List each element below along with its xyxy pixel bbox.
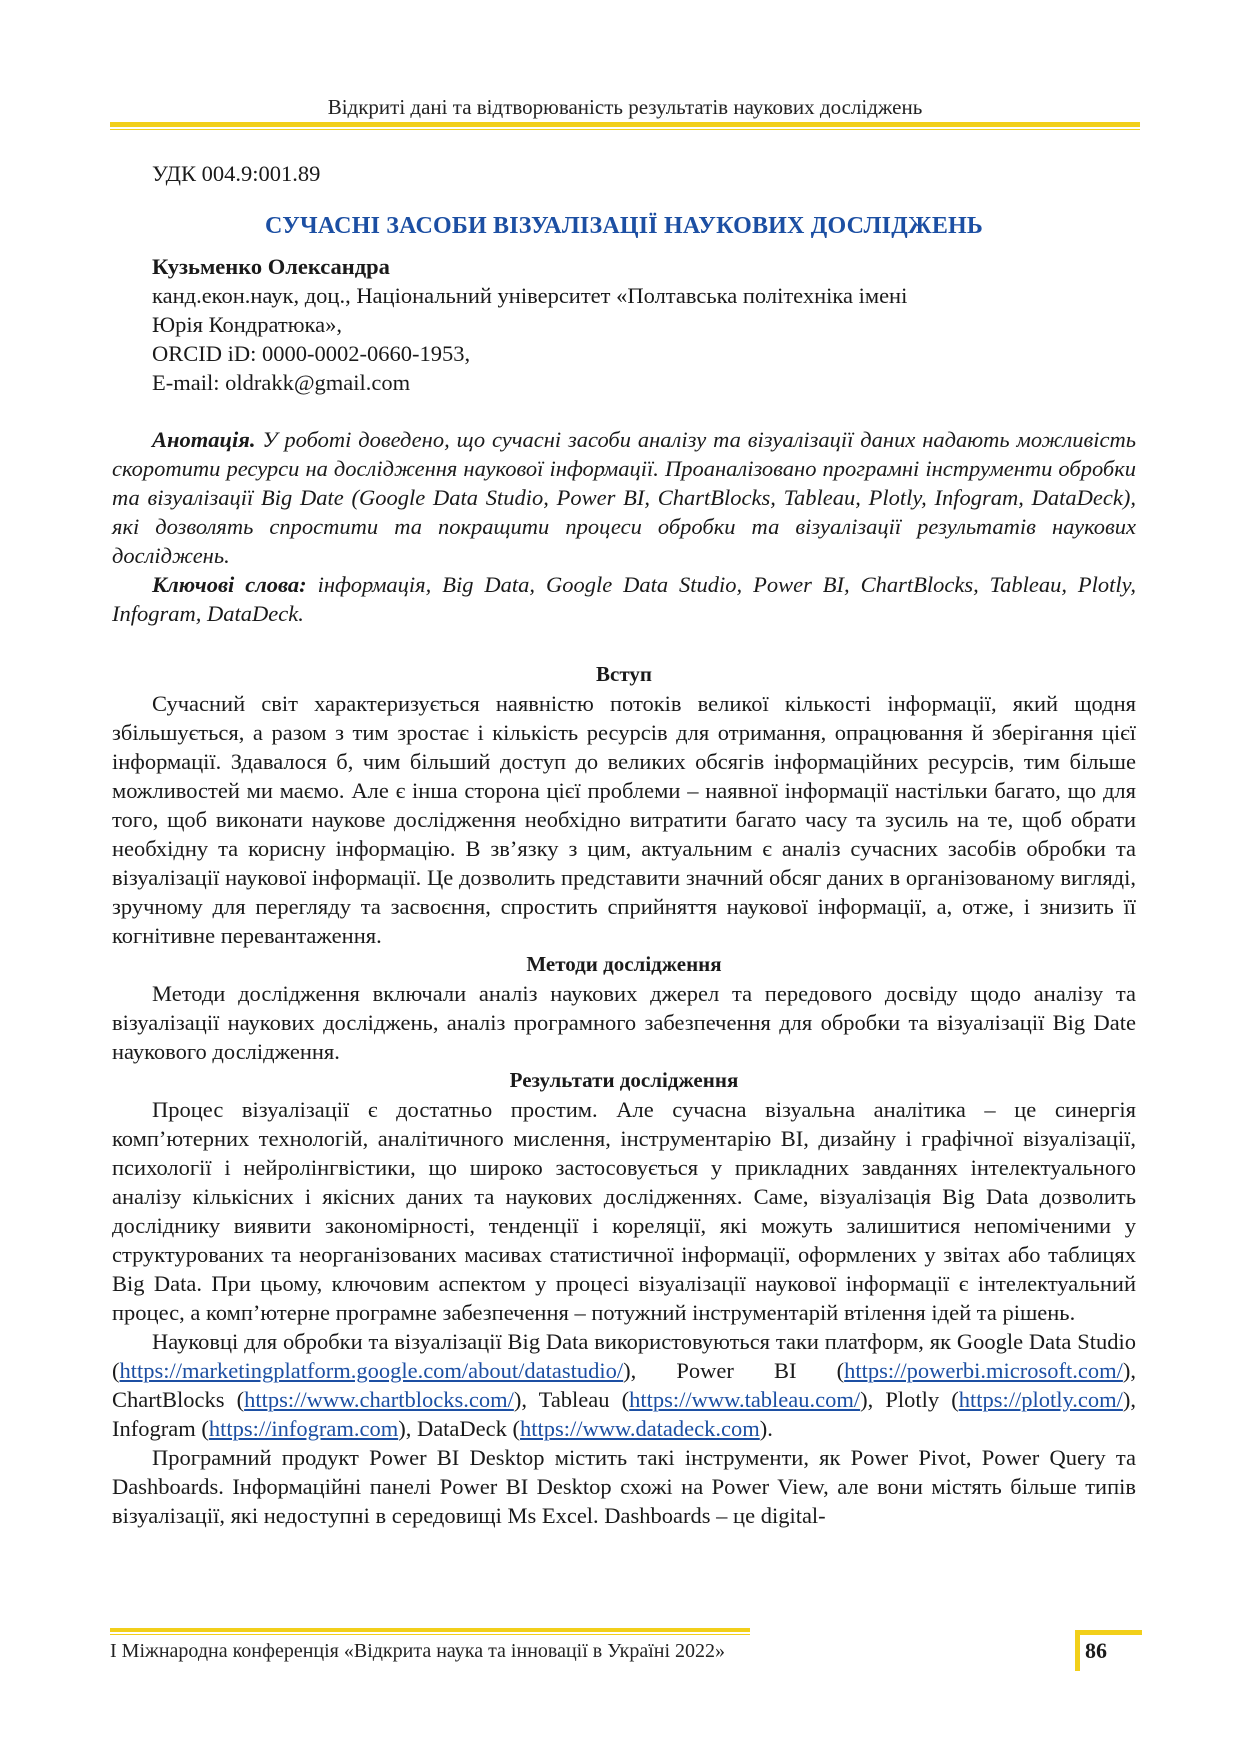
link-plotly[interactable]: https://plotly.com/ [958, 1387, 1123, 1412]
footer-conference: І Міжнародна конференція «Відкрита наука та інновації в Україні 2022» [110, 1640, 726, 1662]
abstract [112, 425, 1136, 628]
abstract-text: У роботі доведено, що сучасні засоби аналізу та візуалізації даних надають можливість скоротити ресурси на дослідження наукової інформації. Проаналізовано програмні інструменти обробки та візуалізації Big Date (Google Data Studio, Power BI, ChartBlocks, Tableau, Plotly, Infogram, DataDeck), які дозволять спростити та покращити процеси обробки та візуалізації результатів наукових досліджень. [112, 427, 1136, 568]
intro-paragraph: Сучасний світ характеризується наявністю потоків великої кількості інформації, який щодня збільшується, а разом з тим зростає і кількість ресурсів для отримання, опрацювання й зберігання цієї інформації. Здавалося б, чим більший доступ до великих обсягів інформаційних ресурсів, тим більше можливостей ми маємо. Але є інша сторона цієї проблеми – наявної інформації настільки багато, що для того, щоб виконати наукове дослідження необхідно витратити багато часу та зусиль на те, щоб обрати необхідну та корисну інформацію. В зв’язку з цим, актуальним є аналіз сучасних засобів обробки та візуалізації наукової інформації. Це дозволить представити значний обсяг даних в організованому вигляді, зручному для перегляду та засвоєння, спростить сприйняття наукової інформації, а, отже, і знизить її когнітивне перевантаження. [112, 691, 1136, 948]
results-paragraph-2 [112, 1327, 1136, 1443]
text-run: ), Power BI ( [623, 1358, 845, 1383]
keywords-text: інформація, Big Data, Google Data Studio, Power BI, ChartBlocks, Tableau, Plotly, Infogram, DataDeck. [112, 572, 1137, 626]
results-heading: Результати дослідження [509, 1068, 739, 1092]
udk-code: УДК 004.9:001.89 [152, 161, 321, 186]
intro-heading: Вступ [596, 662, 652, 686]
methods-heading: Методи дослідження [526, 952, 722, 976]
keywords-paragraph [112, 570, 1136, 628]
methods-paragraph: Методи дослідження включали аналіз наукових джерел та передового досвіду щодо аналізу та візуалізації наукових досліджень, аналіз програмного забезпечення для обробки та візуалізації Big Date наукового дослідження. [112, 981, 1136, 1064]
text-run: ), Tableau ( [513, 1387, 630, 1412]
link-datadeck[interactable]: https://www.datadeck.com [520, 1416, 760, 1441]
author-orcid: ORCID iD: 0000-0002-0660-1953, [152, 341, 471, 366]
author-block [152, 252, 1136, 397]
article-title: СУЧАСНІ ЗАСОБИ ВІЗУАЛІЗАЦІЇ НАУКОВИХ ДОСЛІДЖЕНЬ [264, 213, 983, 239]
text-run: ), DataDeck ( [398, 1416, 521, 1441]
results-paragraph-1: Процес візуалізації є достатньо простим. Але сучасна візуальна аналітика – це синергія комп’ютерних технологій, аналітичного мислення, інструментарію BI, дизайну і графічної візуалізації, психології і нейролінгвістики, що широко застосовується у прикладних завданнях інтелектуального аналізу кількісних і якісних даних та наукових дослідженнях. Саме, візуалізація Big Data дозволить досліднику виявити закономірності, тенденції і кореляції, які можуть залишитися непоміченими у структурованих та неорганізованих масивах статистичної інформації, оформлених у звітах або таблицях Big Data. При цьому, ключовим аспектом у процесі візуалізації наукової інформації є інтелектуальний процес, а комп’ютерне програмне забезпечення – потужний інструментарій втілення ідей та рішень. [112, 1097, 1136, 1325]
text-run: Науковці для обробки та візуалізації Big Data використовуються таки платформ, як Google Data Studio ( [112, 1329, 1136, 1383]
footer-rule [110, 1628, 750, 1632]
text-run: ), Plotly ( [860, 1387, 959, 1412]
footer-rule-thin [110, 1634, 750, 1635]
header-rule [110, 122, 1140, 127]
article-body [112, 158, 1136, 1530]
author-affiliation-cont: Юрія Кондратюка», [152, 312, 342, 337]
keywords-label: Ключові слова: [152, 572, 307, 597]
author-name: Кузьменко Олександра [152, 254, 390, 279]
author-email: E-mail: oldrakk@gmail.com [152, 370, 411, 395]
results-paragraph-3: Програмний продукт Power BI Desktop містить такі інструменти, як Power Pivot, Power Query та Dashboards. Інформаційні панелі Power BI Desktop схожі на Power View, але вони містять більше типів візуалізації, які недоступні в середовищі Ms Excel. Dashboards – це digital- [112, 1445, 1136, 1528]
abstract-paragraph [112, 425, 1136, 570]
running-header: Відкриті дані та відтворюваність результатів наукових досліджень [327, 95, 923, 119]
text-run: ), ChartBlocks ( [112, 1358, 1136, 1412]
header-rule-thin [110, 129, 1140, 130]
text-run: ). [759, 1416, 773, 1441]
link-infogram[interactable]: https://infogram.com [208, 1416, 399, 1441]
link-chartblocks[interactable]: https://www.chartblocks.com/ [244, 1387, 514, 1412]
link-tableau[interactable]: https://www.tableau.com/ [629, 1387, 861, 1412]
link-google-data-studio[interactable]: https://marketingplatform.google.com/about/datastudio/ [119, 1358, 624, 1383]
author-affiliation: канд.екон.наук, доц., Національний університет «Полтавська політехніка імені [152, 283, 908, 308]
text-run: ), Infogram ( [112, 1387, 1137, 1441]
link-power-bi[interactable]: https://powerbi.microsoft.com/ [844, 1358, 1123, 1383]
abstract-label: Анотація. [152, 427, 256, 452]
page-number: 86 [1085, 1638, 1107, 1663]
